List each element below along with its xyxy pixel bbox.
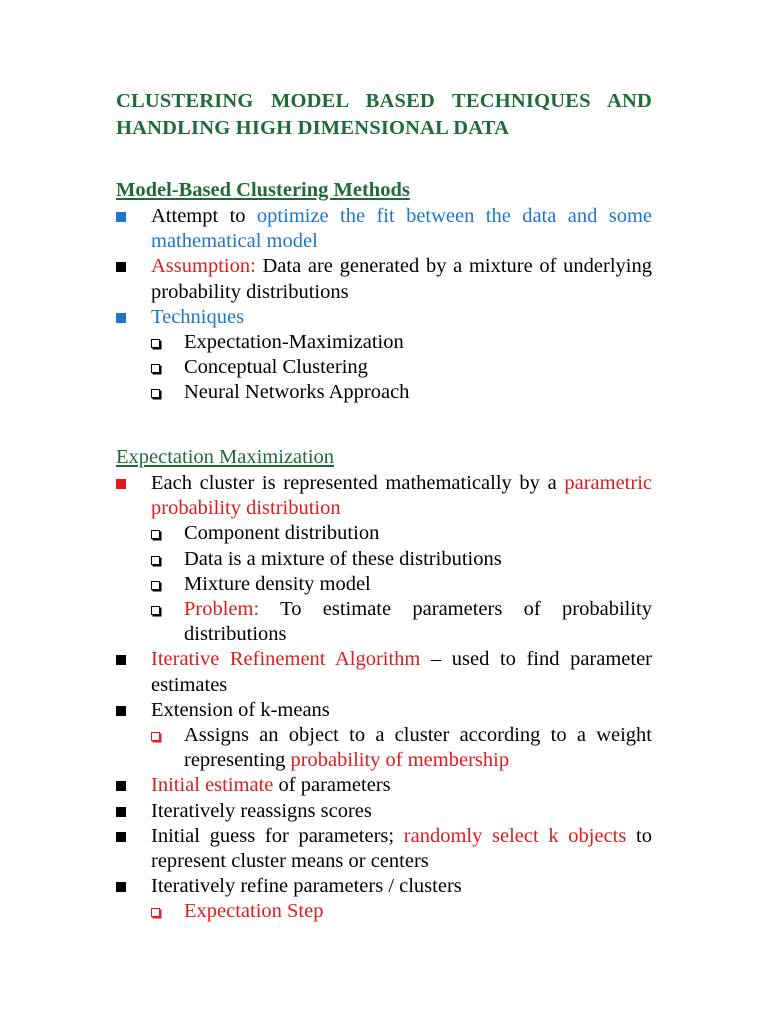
sub-list-item: Mixture density model <box>116 572 652 597</box>
page-title: CLUSTERING MODEL BASED TECHNIQUES AND HANDLING HIGH DIMENSIONAL DATA <box>116 90 652 139</box>
sub-list-item: Conceptual Clustering <box>116 355 652 380</box>
hollow-square-bullet-icon <box>151 581 160 590</box>
square-bullet-icon <box>116 882 126 892</box>
square-bullet-icon <box>116 479 126 489</box>
section-heading: Model-Based Clustering Methods <box>116 179 410 201</box>
section-model-based <box>116 178 652 406</box>
list-item: Each cluster is represented mathematically by a parametric probability distribution <box>116 471 652 521</box>
sub-list-item: Problem: To estimate parameters of probability distributions <box>116 597 652 647</box>
hollow-square-bullet-icon <box>151 732 160 741</box>
list-item: Iterative Refinement Algorithm – used to find parameter estimates <box>116 647 652 697</box>
sub-list-item: Data is a mixture of these distributions <box>116 547 652 572</box>
hollow-square-bullet-icon <box>151 606 160 615</box>
hollow-square-bullet-icon <box>151 389 160 398</box>
hollow-square-bullet-icon <box>151 339 160 348</box>
sub-list-item: Neural Networks Approach <box>116 380 652 405</box>
hollow-square-bullet-icon <box>151 908 160 917</box>
square-bullet-icon <box>116 832 126 842</box>
list-item: Techniques <box>116 305 652 330</box>
square-bullet-icon <box>116 807 126 817</box>
list-item: Assumption: Data are generated by a mixture of underlying probability distributions <box>116 254 652 304</box>
sub-list-item: Component distribution <box>116 521 652 546</box>
section-expectation-maximization <box>116 445 652 925</box>
square-bullet-icon <box>116 706 126 716</box>
list-item: Initial estimate of parameters <box>116 773 652 798</box>
list-item: Iteratively refine parameters / clusters <box>116 874 652 899</box>
sub-list-item: Assigns an object to a cluster according to a weight representing probability of membership <box>116 723 652 773</box>
square-bullet-icon <box>116 262 126 272</box>
hollow-square-bullet-icon <box>151 364 160 373</box>
sub-list-item: Expectation Step <box>116 899 652 924</box>
square-bullet-icon <box>116 212 126 222</box>
list-item: Initial guess for parameters; randomly select k objects to represent cluster means or centers <box>116 824 652 874</box>
hollow-square-bullet-icon <box>151 530 160 539</box>
square-bullet-icon <box>116 655 126 665</box>
list-item: Iteratively reassigns scores <box>116 799 652 824</box>
list-item: Attempt to optimize the fit between the data and some mathematical model <box>116 204 652 254</box>
section-heading: Expectation Maximization <box>116 446 335 468</box>
square-bullet-icon <box>116 781 126 791</box>
sub-list-item: Expectation-Maximization <box>116 330 652 355</box>
square-bullet-icon <box>116 313 126 323</box>
hollow-square-bullet-icon <box>151 556 160 565</box>
list-item: Extension of k-means <box>116 698 652 723</box>
